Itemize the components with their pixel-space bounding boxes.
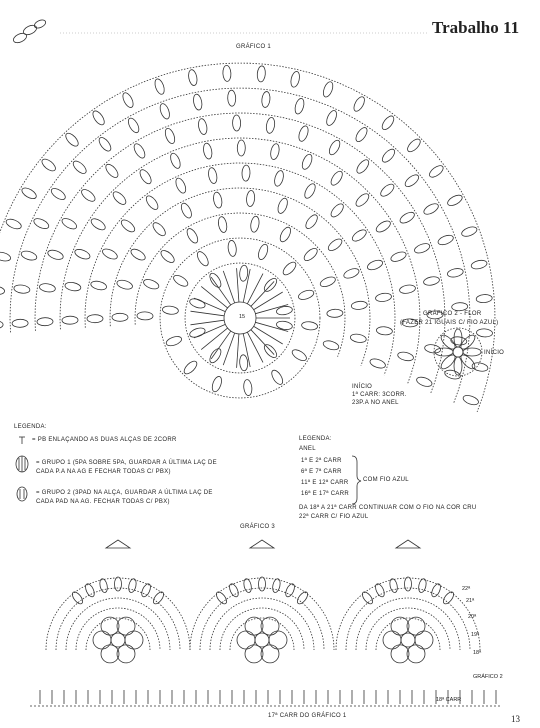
start-note-line: 23P.A NO ANEL: [352, 400, 399, 406]
stitch-group: [192, 93, 203, 110]
legend2-brace-label: COM FIO AZUL: [363, 477, 409, 483]
stitch-group: [144, 194, 160, 212]
stitch-group: [325, 109, 339, 127]
stitch-group: [273, 170, 285, 188]
stitch-group: [227, 90, 236, 106]
legend2-row: 1ª E 2ª CARR: [301, 458, 342, 464]
stitch-group: [270, 368, 285, 386]
grafico1-label: GRÁFICO 1: [236, 44, 272, 50]
stitch-group: [351, 301, 368, 311]
stitch-group: [250, 216, 260, 233]
stitch-group: [90, 280, 107, 291]
grafico1-start-note: [352, 383, 407, 407]
stitch: [190, 311, 224, 316]
stitch-group: [446, 193, 464, 208]
motif-shell: [284, 582, 296, 598]
stitch-group: [327, 309, 343, 318]
motif-petal: [93, 631, 111, 649]
legend1-item: = PB ENLAÇANDO AS DUAS ALÇAS DE 2CORR: [32, 437, 177, 443]
motif-shell: [115, 577, 122, 591]
stitch-group: [322, 339, 340, 351]
legend2-title: LEGENDA:: [299, 436, 332, 442]
stitch-group: [300, 153, 314, 171]
grafico2-label: GRÁFICO 2 - FLOR: [423, 311, 482, 317]
start-note-line: INÍCIO: [352, 384, 373, 390]
stitch-group: [174, 177, 188, 195]
stitch-group: [261, 91, 271, 108]
motif-petal: [391, 645, 409, 663]
stitch-group: [422, 202, 440, 217]
flower-petal: [463, 348, 481, 356]
chain-row: [10, 88, 470, 403]
stitch-group: [354, 126, 370, 144]
stitch-group: [207, 167, 218, 184]
stitch-group: [20, 249, 38, 261]
stitch-group: [89, 217, 107, 233]
motif-shell: [70, 590, 84, 605]
stitch-group: [195, 250, 210, 268]
stitch-group: [242, 165, 251, 181]
stitch-group: [380, 114, 396, 132]
motif-petal: [101, 645, 119, 663]
grafico3-mark: 19ª: [471, 632, 480, 638]
stitch-group: [172, 273, 190, 288]
stitch-group: [60, 216, 78, 231]
stitch: [251, 281, 274, 306]
stitch: [211, 277, 231, 305]
motif-shell: [360, 590, 374, 605]
motif-petal: [407, 645, 425, 663]
legend1-item: = GRUPO 1 (5PA SOBRE 5PA, GUARDAR A ÚLTIMA LAÇ DE CADA P.A NA AG E FECHAR TODAS C/ PBX): [36, 460, 217, 475]
stitch-group: [290, 348, 308, 363]
stitch-group: [350, 228, 368, 244]
stitch-group: [232, 115, 240, 131]
stitch-group: [415, 375, 433, 388]
stitch-group: [197, 118, 208, 135]
grafico3-side-label: 18ª CARR: [436, 697, 462, 703]
stitch-group: [13, 284, 30, 294]
motif-center: [401, 633, 415, 647]
stitch-group: [37, 318, 53, 326]
stitch-group: [380, 147, 397, 164]
stitch-group: [80, 187, 97, 203]
motif-petal: [391, 617, 409, 635]
stitch-group: [237, 140, 245, 156]
leaf-logo: [12, 18, 47, 44]
motif-shell: [405, 577, 412, 591]
stitch-group: [163, 127, 176, 145]
stitch-group: [129, 247, 147, 262]
motif-petal: [117, 617, 135, 635]
stitch-group: [40, 157, 57, 173]
motif-crown: [250, 540, 274, 548]
stitch-group: [405, 137, 422, 154]
stitch-group: [321, 80, 334, 98]
motif-shell: [140, 582, 152, 598]
stitch-group: [403, 173, 420, 189]
motif-petal: [245, 645, 263, 663]
stitch-group: [202, 142, 213, 159]
stitch-group: [119, 218, 136, 234]
motif-petal: [237, 631, 255, 649]
stitch-group: [423, 276, 440, 287]
legend1-title: LEGENDA:: [14, 424, 47, 430]
motif-row: [66, 598, 170, 650]
grafico3-bottom-note: 17ª CARR DO GRÁFICO 1: [268, 713, 347, 719]
stitch-group: [265, 117, 275, 134]
stitch-group: [257, 66, 266, 83]
stitch-group: [121, 91, 135, 109]
motif-shell: [259, 577, 266, 591]
stitch-group: [427, 163, 445, 179]
stitch-group: [269, 143, 280, 160]
stitch: [190, 320, 224, 325]
stitch-group: [0, 286, 5, 296]
stitch-group: [437, 233, 455, 246]
grafico2-flower: [434, 328, 482, 376]
stitch-group: [319, 275, 337, 288]
flower-petal: [454, 329, 462, 347]
stitch-group: [222, 65, 231, 81]
stitch-group: [47, 248, 65, 261]
stitch-group: [243, 379, 253, 396]
stitch-group: [49, 186, 67, 202]
stitch-group: [390, 250, 408, 263]
legend2-anel: ANEL: [299, 446, 316, 452]
stitch-group: [297, 288, 315, 301]
stitch-group: [189, 326, 207, 339]
grafico1-chart: [0, 63, 495, 412]
stitch-group: [326, 237, 344, 253]
stitch-group: [342, 267, 360, 280]
stitch-group: [91, 109, 107, 127]
stitch: [237, 334, 239, 368]
legend2-note1: DA 18ª A 21ª CARR CONTINUAR COM O FIO NA COR CRU: [299, 505, 477, 511]
stitch-group: [97, 136, 113, 154]
stitch-group: [470, 259, 487, 270]
motif-shell: [228, 582, 240, 598]
stitch-group: [169, 152, 182, 170]
motif-center: [111, 633, 125, 647]
motif-shell: [374, 582, 386, 598]
stitch-group: [227, 240, 237, 257]
stitch-group: [374, 219, 392, 234]
stitch: [247, 332, 263, 362]
stitch: [194, 324, 225, 338]
motif-shell: [430, 582, 442, 598]
motif-petal: [101, 617, 119, 635]
motif-crown: [396, 540, 420, 548]
grafico2-start: INÍCIO: [484, 350, 505, 356]
stitch-group: [476, 328, 492, 337]
motif-row: [220, 608, 304, 650]
stitch-group: [20, 186, 38, 201]
page-title: Trabalho 11: [432, 18, 520, 37]
start-note-line: 1ª CARR: 3CORR.: [352, 392, 407, 398]
motif-petal: [383, 631, 401, 649]
motif-center: [255, 633, 269, 647]
stitch-group: [329, 202, 346, 219]
stitch-group: [153, 78, 166, 96]
stitch-group: [189, 297, 207, 310]
motif-crown: [106, 540, 130, 548]
stitch-group: [239, 265, 248, 282]
stitch-group: [210, 375, 223, 393]
stitch-group: [187, 69, 198, 86]
stitch-group: [462, 394, 480, 407]
legend2-rows: [301, 456, 349, 500]
motif-shell: [84, 582, 96, 598]
chain-row: [60, 138, 420, 384]
stitch-group: [165, 335, 183, 348]
motif-row: [76, 608, 160, 650]
grafico3-chart: [30, 540, 500, 706]
stitch-group: [354, 192, 371, 209]
stitch-group: [239, 354, 248, 371]
stitch-group: [350, 333, 367, 344]
stitch-group: [302, 246, 319, 263]
stitch-group: [217, 216, 228, 233]
grafico3-mark: 21ª: [466, 598, 475, 604]
stitch-group: [179, 202, 193, 220]
legend2-row: 16ª E 17ª CARR: [301, 491, 349, 497]
stitch: [247, 274, 263, 304]
stitch-group: [0, 251, 12, 263]
motif-petal: [117, 645, 135, 663]
stitch: [194, 298, 225, 312]
stitch-group: [366, 258, 384, 271]
stitch-group: [71, 159, 88, 176]
grafico3-mark: 18ª: [473, 650, 482, 656]
stitch-group: [151, 221, 168, 238]
stitch-group: [355, 158, 371, 175]
stitch-group: [182, 359, 199, 376]
stitch-group: [62, 316, 78, 324]
stitch-group: [101, 247, 119, 261]
grafico1-center-number: 15: [239, 314, 246, 320]
stitch-group: [208, 271, 223, 289]
stitch-group: [304, 213, 320, 231]
stitch-group: [142, 278, 160, 291]
stitch-group: [64, 281, 81, 292]
stitch-group: [399, 284, 416, 295]
motif-petal: [261, 617, 279, 635]
motif-petal: [415, 631, 433, 649]
motif-petal: [125, 631, 143, 649]
stitch-group: [397, 351, 414, 362]
motif-row: [346, 588, 470, 650]
group2-icon: [17, 487, 27, 501]
stitch: [243, 269, 250, 302]
stitch-group: [447, 267, 464, 278]
grafico3-mark: 20ª: [468, 614, 477, 620]
stitch: [237, 268, 239, 302]
stitch-group: [138, 168, 154, 186]
motif-petal: [245, 617, 263, 635]
stitch-group: [73, 247, 91, 260]
stitch-group: [159, 248, 176, 264]
stitch-group: [413, 242, 431, 255]
stitch-group: [158, 102, 171, 120]
stitch-group: [87, 315, 103, 323]
legend2-note2: 22ª CARR C/ FIO AZUL: [299, 514, 369, 520]
stitch-group: [0, 321, 3, 329]
stitch-group: [212, 191, 223, 208]
stitch-group: [32, 217, 50, 231]
stitch-group: [452, 302, 468, 311]
stitch-group: [301, 321, 318, 331]
stitch-group: [137, 312, 153, 320]
stitch-group: [290, 71, 301, 88]
flower-outline: [434, 328, 482, 376]
stitch-group: [112, 313, 128, 321]
page-number: 13: [511, 714, 520, 724]
grafico3-side-label: GRÁFICO 2: [473, 674, 503, 680]
motif-row: [366, 608, 450, 650]
grafico3-mark: 22ª: [462, 586, 471, 592]
chain-row: [135, 213, 345, 357]
flower-petal: [435, 348, 453, 356]
legend2-brace: [352, 456, 361, 504]
stitch-group: [39, 283, 56, 293]
motif-shell: [214, 590, 228, 605]
stitch-group: [208, 347, 223, 365]
motif-row: [356, 598, 460, 650]
stitch-group: [369, 357, 387, 370]
motif-row: [56, 588, 180, 650]
grafico3-label: GRÁFICO 3: [240, 524, 276, 530]
stitch-group: [293, 97, 305, 115]
motif-petal: [269, 631, 287, 649]
stitch: [223, 271, 234, 303]
legend1-item: = GRUPO 2 (3PAD NA ALÇA, GUARDAR A ÚLTIMA LAÇ DE CADA PAD NA AG. FECHAR TODAS C/ PBX): [36, 490, 213, 505]
stitch: [223, 333, 234, 365]
stitch-group: [303, 182, 318, 200]
motif-petal: [261, 645, 279, 663]
stitch-group: [111, 190, 128, 207]
stitch-group: [132, 142, 147, 160]
grafico2-note: (FAZER 21 IGUAIS C/ FIO AZUL): [400, 320, 499, 326]
stitch-group: [126, 116, 141, 134]
stitch-group: [329, 169, 345, 187]
stitch-group: [375, 292, 392, 302]
legend2-row: 11ª E 12ª CARR: [301, 480, 349, 486]
motif-petal: [407, 617, 425, 635]
chain-row: [85, 163, 395, 375]
legend1-symbols: [16, 437, 28, 501]
stitch-group: [185, 227, 200, 245]
stitch-group: [104, 162, 121, 179]
stitch: [211, 331, 231, 359]
stitch-group: [460, 225, 478, 238]
stitch-group: [327, 139, 342, 157]
motif-row: [200, 588, 324, 650]
stitch-group: [376, 326, 393, 335]
stitch-group: [64, 131, 81, 148]
stitch-group: [276, 197, 289, 215]
stitch-group: [379, 182, 396, 199]
stitch-group: [297, 125, 310, 143]
legend2-row: 6ª E 7ª CARR: [301, 469, 342, 475]
stitch: [251, 330, 274, 355]
stitch-group: [398, 210, 416, 225]
stitch-group: [450, 336, 467, 346]
stitch-group: [246, 190, 255, 207]
stitch-group: [116, 279, 134, 291]
stitch-group: [278, 226, 293, 244]
stitch-group: [281, 260, 298, 277]
motif-row: [210, 598, 314, 650]
stitch: [243, 334, 250, 367]
stitch-group: [5, 217, 23, 231]
stitch-group: [12, 319, 28, 327]
stitch-group: [257, 243, 270, 261]
stitch-group: [352, 95, 367, 113]
stitch-group: [476, 294, 493, 303]
stitch-group: [162, 305, 179, 315]
